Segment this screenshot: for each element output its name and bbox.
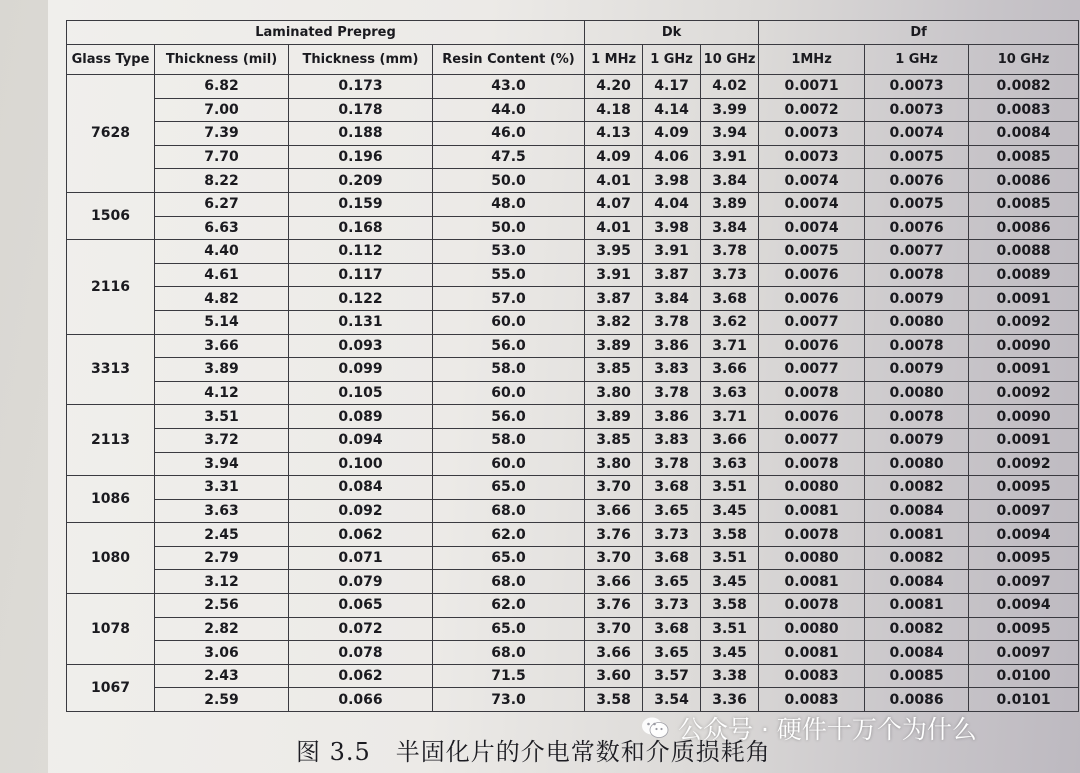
dk-1mhz-cell: 3.58 <box>585 688 643 712</box>
resin-content-cell: 68.0 <box>433 641 585 665</box>
df-1mhz-cell: 0.0077 <box>759 428 865 452</box>
dk-1mhz-header: 1 MHz <box>585 45 643 75</box>
glass-type-cell: 7628 <box>67 75 155 193</box>
thickness-mil-cell: 5.14 <box>155 310 289 334</box>
df-1mhz-cell: 0.0078 <box>759 523 865 547</box>
df-10ghz-cell: 0.0094 <box>969 523 1079 547</box>
thickness-mm-cell: 0.112 <box>289 240 433 264</box>
resin-content-cell: 55.0 <box>433 263 585 287</box>
df-10ghz-cell: 0.0097 <box>969 641 1079 665</box>
df-10ghz-cell: 0.0090 <box>969 334 1079 358</box>
dk-1mhz-cell: 3.66 <box>585 499 643 523</box>
dk-10ghz-cell: 3.66 <box>701 358 759 382</box>
dk-10ghz-cell: 3.51 <box>701 546 759 570</box>
resin-content-cell: 53.0 <box>433 240 585 264</box>
dk-1ghz-cell: 3.54 <box>643 688 701 712</box>
thickness-mil-cell: 6.63 <box>155 216 289 240</box>
dk-10ghz-cell: 3.58 <box>701 594 759 618</box>
df-1mhz-cell: 0.0073 <box>759 122 865 146</box>
dk-1mhz-cell: 3.80 <box>585 452 643 476</box>
resin-content-cell: 73.0 <box>433 688 585 712</box>
dk-1ghz-cell: 3.83 <box>643 358 701 382</box>
glass-type-cell: 2116 <box>67 240 155 334</box>
resin-content-cell: 68.0 <box>433 570 585 594</box>
dk-1ghz-cell: 4.09 <box>643 122 701 146</box>
df-1ghz-cell: 0.0077 <box>865 240 969 264</box>
df-10ghz-cell: 0.0101 <box>969 688 1079 712</box>
df-1ghz-cell: 0.0075 <box>865 192 969 216</box>
df-10ghz-cell: 0.0084 <box>969 122 1079 146</box>
table-row <box>67 499 1079 523</box>
table-row <box>67 570 1079 594</box>
resin-content-cell: 68.0 <box>433 499 585 523</box>
df-10ghz-cell: 0.0085 <box>969 145 1079 169</box>
dk-1mhz-cell: 3.70 <box>585 546 643 570</box>
df-10ghz-cell: 0.0100 <box>969 664 1079 688</box>
thickness-mm-cell: 0.159 <box>289 192 433 216</box>
df-10ghz-cell: 0.0095 <box>969 476 1079 500</box>
dk-1mhz-cell: 3.66 <box>585 641 643 665</box>
df-1mhz-cell: 0.0081 <box>759 641 865 665</box>
df-10ghz-cell: 0.0089 <box>969 263 1079 287</box>
dk-1mhz-cell: 3.89 <box>585 334 643 358</box>
resin-content-cell: 65.0 <box>433 617 585 641</box>
df-1ghz-cell: 0.0078 <box>865 334 969 358</box>
df-10ghz-cell: 0.0090 <box>969 405 1079 429</box>
thickness-mm-cell: 0.099 <box>289 358 433 382</box>
df-10ghz-cell: 0.0088 <box>969 240 1079 264</box>
thickness-mm-cell: 0.072 <box>289 617 433 641</box>
thickness-mil-header: Thickness (mil) <box>155 45 289 75</box>
dk-1ghz-cell: 3.91 <box>643 240 701 264</box>
thickness-mil-cell: 2.45 <box>155 523 289 547</box>
table-row <box>67 428 1079 452</box>
thickness-mil-cell: 7.70 <box>155 145 289 169</box>
df-1ghz-cell: 0.0081 <box>865 594 969 618</box>
dk-1ghz-cell: 4.06 <box>643 145 701 169</box>
dk-1mhz-cell: 3.70 <box>585 476 643 500</box>
df-1mhz-cell: 0.0074 <box>759 216 865 240</box>
table-row <box>67 405 1079 429</box>
resin-content-cell: 65.0 <box>433 546 585 570</box>
dk-1ghz-cell: 3.65 <box>643 641 701 665</box>
laminated-prepreg-header: Laminated Prepreg <box>67 21 585 45</box>
df-10ghz-cell: 0.0095 <box>969 617 1079 641</box>
dk-10ghz-header: 10 GHz <box>701 45 759 75</box>
thickness-mm-header: Thickness (mm) <box>289 45 433 75</box>
dk-10ghz-cell: 3.51 <box>701 476 759 500</box>
thickness-mil-cell: 2.79 <box>155 546 289 570</box>
thickness-mil-cell: 7.00 <box>155 98 289 122</box>
resin-content-cell: 58.0 <box>433 358 585 382</box>
thickness-mm-cell: 0.079 <box>289 570 433 594</box>
df-1ghz-cell: 0.0078 <box>865 263 969 287</box>
df-header: Df <box>759 21 1079 45</box>
thickness-mm-cell: 0.062 <box>289 664 433 688</box>
df-1ghz-cell: 0.0084 <box>865 641 969 665</box>
thickness-mm-cell: 0.173 <box>289 75 433 99</box>
dk-1ghz-cell: 3.73 <box>643 523 701 547</box>
thickness-mil-cell: 3.51 <box>155 405 289 429</box>
df-1ghz-cell: 0.0080 <box>865 381 969 405</box>
df-10ghz-cell: 0.0095 <box>969 546 1079 570</box>
thickness-mil-cell: 2.56 <box>155 594 289 618</box>
dk-1ghz-cell: 3.65 <box>643 570 701 594</box>
dk-1ghz-cell: 3.98 <box>643 216 701 240</box>
df-1ghz-cell: 0.0080 <box>865 310 969 334</box>
dk-1mhz-cell: 3.85 <box>585 358 643 382</box>
dk-1ghz-cell: 4.14 <box>643 98 701 122</box>
dk-10ghz-cell: 3.63 <box>701 452 759 476</box>
thickness-mm-cell: 0.105 <box>289 381 433 405</box>
df-1mhz-cell: 0.0078 <box>759 594 865 618</box>
df-1ghz-header: 1 GHz <box>865 45 969 75</box>
dk-1mhz-cell: 3.91 <box>585 263 643 287</box>
thickness-mm-cell: 0.089 <box>289 405 433 429</box>
df-10ghz-header: 10 GHz <box>969 45 1079 75</box>
df-1ghz-cell: 0.0078 <box>865 405 969 429</box>
dk-1mhz-cell: 4.07 <box>585 192 643 216</box>
watermark-text: 公众号 · 硬件十万个为什么 <box>678 715 977 744</box>
glass-type-cell: 2113 <box>67 405 155 476</box>
dk-10ghz-cell: 3.66 <box>701 428 759 452</box>
dk-1ghz-cell: 3.73 <box>643 594 701 618</box>
df-1mhz-cell: 0.0074 <box>759 169 865 193</box>
dk-1ghz-cell: 4.17 <box>643 75 701 99</box>
dk-1mhz-cell: 3.87 <box>585 287 643 311</box>
dk-1ghz-cell: 3.84 <box>643 287 701 311</box>
table-row <box>67 381 1079 405</box>
df-1mhz-cell: 0.0075 <box>759 240 865 264</box>
table-row <box>67 594 1079 618</box>
thickness-mil-cell: 3.94 <box>155 452 289 476</box>
dk-10ghz-cell: 3.89 <box>701 192 759 216</box>
dk-1ghz-cell: 3.68 <box>643 546 701 570</box>
df-1mhz-cell: 0.0081 <box>759 570 865 594</box>
thickness-mil-cell: 6.27 <box>155 192 289 216</box>
df-1mhz-cell: 0.0080 <box>759 546 865 570</box>
table-row <box>67 263 1079 287</box>
thickness-mm-cell: 0.131 <box>289 310 433 334</box>
thickness-mm-cell: 0.078 <box>289 641 433 665</box>
dk-1ghz-cell: 3.86 <box>643 405 701 429</box>
resin-content-cell: 56.0 <box>433 334 585 358</box>
thickness-mm-cell: 0.178 <box>289 98 433 122</box>
table-row <box>67 75 1079 99</box>
df-1mhz-cell: 0.0072 <box>759 98 865 122</box>
thickness-mil-cell: 4.61 <box>155 263 289 287</box>
dk-1ghz-cell: 3.87 <box>643 263 701 287</box>
glass-type-header: Glass Type <box>67 45 155 75</box>
df-1ghz-cell: 0.0086 <box>865 688 969 712</box>
resin-content-cell: 46.0 <box>433 122 585 146</box>
thickness-mil-cell: 3.66 <box>155 334 289 358</box>
thickness-mm-cell: 0.168 <box>289 216 433 240</box>
figure-caption: 图 3.5 半固化片的介电常数和介质损耗角 <box>296 738 771 766</box>
dk-1mhz-cell: 4.01 <box>585 216 643 240</box>
resin-content-cell: 56.0 <box>433 405 585 429</box>
dk-1ghz-cell: 3.78 <box>643 381 701 405</box>
df-1mhz-cell: 0.0074 <box>759 192 865 216</box>
dk-1mhz-cell: 3.80 <box>585 381 643 405</box>
resin-content-cell: 58.0 <box>433 428 585 452</box>
dk-10ghz-cell: 3.58 <box>701 523 759 547</box>
table-row <box>67 664 1079 688</box>
dk-1ghz-cell: 3.86 <box>643 334 701 358</box>
dk-1ghz-cell: 3.57 <box>643 664 701 688</box>
thickness-mm-cell: 0.065 <box>289 594 433 618</box>
dk-10ghz-cell: 3.73 <box>701 263 759 287</box>
df-1mhz-cell: 0.0078 <box>759 381 865 405</box>
df-1mhz-cell: 0.0073 <box>759 145 865 169</box>
dk-10ghz-cell: 3.38 <box>701 664 759 688</box>
df-1ghz-cell: 0.0074 <box>865 122 969 146</box>
df-1ghz-cell: 0.0082 <box>865 546 969 570</box>
df-1mhz-cell: 0.0083 <box>759 688 865 712</box>
df-10ghz-cell: 0.0086 <box>969 216 1079 240</box>
dk-1ghz-header: 1 GHz <box>643 45 701 75</box>
table-row <box>67 287 1079 311</box>
df-1ghz-cell: 0.0084 <box>865 570 969 594</box>
dk-1mhz-cell: 4.09 <box>585 145 643 169</box>
df-10ghz-cell: 0.0091 <box>969 428 1079 452</box>
thickness-mil-cell: 2.43 <box>155 664 289 688</box>
dk-10ghz-cell: 3.62 <box>701 310 759 334</box>
df-1ghz-cell: 0.0075 <box>865 145 969 169</box>
df-1mhz-cell: 0.0077 <box>759 358 865 382</box>
df-1mhz-cell: 0.0076 <box>759 287 865 311</box>
df-10ghz-cell: 0.0092 <box>969 310 1079 334</box>
dk-1ghz-cell: 3.78 <box>643 452 701 476</box>
glass-type-cell: 1086 <box>67 476 155 523</box>
resin-content-cell: 43.0 <box>433 75 585 99</box>
resin-content-cell: 62.0 <box>433 594 585 618</box>
dk-1mhz-cell: 4.18 <box>585 98 643 122</box>
table-row <box>67 688 1079 712</box>
dk-1mhz-cell: 3.60 <box>585 664 643 688</box>
df-1mhz-cell: 0.0081 <box>759 499 865 523</box>
resin-content-header: Resin Content (%) <box>433 45 585 75</box>
dk-1mhz-cell: 4.20 <box>585 75 643 99</box>
resin-content-cell: 44.0 <box>433 98 585 122</box>
dk-1mhz-cell: 3.82 <box>585 310 643 334</box>
df-10ghz-cell: 0.0091 <box>969 358 1079 382</box>
thickness-mm-cell: 0.209 <box>289 169 433 193</box>
df-1ghz-cell: 0.0079 <box>865 428 969 452</box>
df-1ghz-cell: 0.0079 <box>865 358 969 382</box>
dk-1mhz-cell: 4.13 <box>585 122 643 146</box>
dk-1ghz-cell: 3.83 <box>643 428 701 452</box>
thickness-mil-cell: 7.39 <box>155 122 289 146</box>
dk-1mhz-cell: 4.01 <box>585 169 643 193</box>
thickness-mm-cell: 0.092 <box>289 499 433 523</box>
df-1mhz-cell: 0.0076 <box>759 334 865 358</box>
thickness-mil-cell: 3.12 <box>155 570 289 594</box>
dk-10ghz-cell: 3.71 <box>701 405 759 429</box>
df-10ghz-cell: 0.0082 <box>969 75 1079 99</box>
df-1ghz-cell: 0.0082 <box>865 476 969 500</box>
df-1mhz-cell: 0.0080 <box>759 617 865 641</box>
dk-10ghz-cell: 3.78 <box>701 240 759 264</box>
thickness-mil-cell: 6.82 <box>155 75 289 99</box>
resin-content-cell: 50.0 <box>433 216 585 240</box>
df-1ghz-cell: 0.0073 <box>865 75 969 99</box>
dk-10ghz-cell: 3.36 <box>701 688 759 712</box>
dk-10ghz-cell: 3.84 <box>701 169 759 193</box>
thickness-mm-cell: 0.094 <box>289 428 433 452</box>
dk-1ghz-cell: 3.68 <box>643 476 701 500</box>
dk-10ghz-cell: 4.02 <box>701 75 759 99</box>
glass-type-cell: 1078 <box>67 594 155 665</box>
glass-type-cell: 3313 <box>67 334 155 405</box>
thickness-mil-cell: 2.82 <box>155 617 289 641</box>
df-1mhz-cell: 0.0071 <box>759 75 865 99</box>
glass-type-cell: 1080 <box>67 523 155 594</box>
dk-1ghz-cell: 3.65 <box>643 499 701 523</box>
df-1mhz-cell: 0.0080 <box>759 476 865 500</box>
dk-10ghz-cell: 3.84 <box>701 216 759 240</box>
resin-content-cell: 60.0 <box>433 381 585 405</box>
df-1ghz-cell: 0.0082 <box>865 617 969 641</box>
resin-content-cell: 47.5 <box>433 145 585 169</box>
thickness-mm-cell: 0.117 <box>289 263 433 287</box>
df-10ghz-cell: 0.0083 <box>969 98 1079 122</box>
thickness-mil-cell: 4.12 <box>155 381 289 405</box>
prepreg-dielectric-table <box>66 20 1079 712</box>
thickness-mil-cell: 4.82 <box>155 287 289 311</box>
df-1ghz-cell: 0.0085 <box>865 664 969 688</box>
resin-content-cell: 50.0 <box>433 169 585 193</box>
dk-1mhz-cell: 3.95 <box>585 240 643 264</box>
thickness-mil-cell: 4.40 <box>155 240 289 264</box>
thickness-mm-cell: 0.071 <box>289 546 433 570</box>
df-1ghz-cell: 0.0076 <box>865 169 969 193</box>
thickness-mm-cell: 0.122 <box>289 287 433 311</box>
thickness-mm-cell: 0.100 <box>289 452 433 476</box>
thickness-mm-cell: 0.196 <box>289 145 433 169</box>
table-row <box>67 122 1079 146</box>
table-row <box>67 145 1079 169</box>
df-10ghz-cell: 0.0097 <box>969 570 1079 594</box>
dk-1mhz-cell: 3.85 <box>585 428 643 452</box>
dk-1mhz-cell: 3.70 <box>585 617 643 641</box>
table-row <box>67 476 1079 500</box>
df-1mhz-cell: 0.0083 <box>759 664 865 688</box>
resin-content-cell: 48.0 <box>433 192 585 216</box>
df-1mhz-cell: 0.0078 <box>759 452 865 476</box>
resin-content-cell: 60.0 <box>433 310 585 334</box>
dk-1mhz-cell: 3.76 <box>585 523 643 547</box>
table-row <box>67 546 1079 570</box>
resin-content-cell: 60.0 <box>433 452 585 476</box>
table-row <box>67 192 1079 216</box>
df-1ghz-cell: 0.0080 <box>865 452 969 476</box>
thickness-mm-cell: 0.062 <box>289 523 433 547</box>
table-row <box>67 240 1079 264</box>
table-row <box>67 169 1079 193</box>
dk-1ghz-cell: 4.04 <box>643 192 701 216</box>
df-10ghz-cell: 0.0091 <box>969 287 1079 311</box>
table-row <box>67 523 1079 547</box>
dk-10ghz-cell: 3.45 <box>701 499 759 523</box>
table-row <box>67 98 1079 122</box>
resin-content-cell: 57.0 <box>433 287 585 311</box>
dk-1mhz-cell: 3.89 <box>585 405 643 429</box>
dk-10ghz-cell: 3.63 <box>701 381 759 405</box>
dk-10ghz-cell: 3.45 <box>701 641 759 665</box>
dk-1mhz-cell: 3.76 <box>585 594 643 618</box>
df-1ghz-cell: 0.0081 <box>865 523 969 547</box>
table-body <box>67 75 1079 712</box>
dk-10ghz-cell: 3.99 <box>701 98 759 122</box>
resin-content-cell: 65.0 <box>433 476 585 500</box>
df-1ghz-cell: 0.0073 <box>865 98 969 122</box>
df-1ghz-cell: 0.0084 <box>865 499 969 523</box>
thickness-mm-cell: 0.093 <box>289 334 433 358</box>
dk-10ghz-cell: 3.71 <box>701 334 759 358</box>
df-1mhz-cell: 0.0076 <box>759 405 865 429</box>
dk-1mhz-cell: 3.66 <box>585 570 643 594</box>
df-1mhz-cell: 0.0077 <box>759 310 865 334</box>
thickness-mil-cell: 3.89 <box>155 358 289 382</box>
df-10ghz-cell: 0.0086 <box>969 169 1079 193</box>
df-10ghz-cell: 0.0085 <box>969 192 1079 216</box>
dk-10ghz-cell: 3.45 <box>701 570 759 594</box>
df-10ghz-cell: 0.0092 <box>969 452 1079 476</box>
dk-10ghz-cell: 3.51 <box>701 617 759 641</box>
dk-10ghz-cell: 3.91 <box>701 145 759 169</box>
thickness-mil-cell: 3.06 <box>155 641 289 665</box>
thickness-mil-cell: 3.72 <box>155 428 289 452</box>
df-1ghz-cell: 0.0076 <box>865 216 969 240</box>
thickness-mm-cell: 0.188 <box>289 122 433 146</box>
glass-type-cell: 1506 <box>67 192 155 239</box>
df-1ghz-cell: 0.0079 <box>865 287 969 311</box>
dk-header: Dk <box>585 21 759 45</box>
dk-1ghz-cell: 3.78 <box>643 310 701 334</box>
table-row <box>67 358 1079 382</box>
resin-content-cell: 71.5 <box>433 664 585 688</box>
dk-1ghz-cell: 3.68 <box>643 617 701 641</box>
resin-content-cell: 62.0 <box>433 523 585 547</box>
table-row <box>67 310 1079 334</box>
thickness-mm-cell: 0.084 <box>289 476 433 500</box>
thickness-mil-cell: 2.59 <box>155 688 289 712</box>
thickness-mil-cell: 3.31 <box>155 476 289 500</box>
glass-type-cell: 1067 <box>67 664 155 711</box>
df-1mhz-cell: 0.0076 <box>759 263 865 287</box>
dk-10ghz-cell: 3.94 <box>701 122 759 146</box>
table-row <box>67 641 1079 665</box>
df-10ghz-cell: 0.0094 <box>969 594 1079 618</box>
df-10ghz-cell: 0.0092 <box>969 381 1079 405</box>
table-row <box>67 452 1079 476</box>
table-row <box>67 216 1079 240</box>
thickness-mil-cell: 8.22 <box>155 169 289 193</box>
df-1mhz-header: 1MHz <box>759 45 865 75</box>
table-row <box>67 617 1079 641</box>
dk-10ghz-cell: 3.68 <box>701 287 759 311</box>
df-10ghz-cell: 0.0097 <box>969 499 1079 523</box>
thickness-mil-cell: 3.63 <box>155 499 289 523</box>
thickness-mm-cell: 0.066 <box>289 688 433 712</box>
table-row <box>67 334 1079 358</box>
dk-1ghz-cell: 3.98 <box>643 169 701 193</box>
